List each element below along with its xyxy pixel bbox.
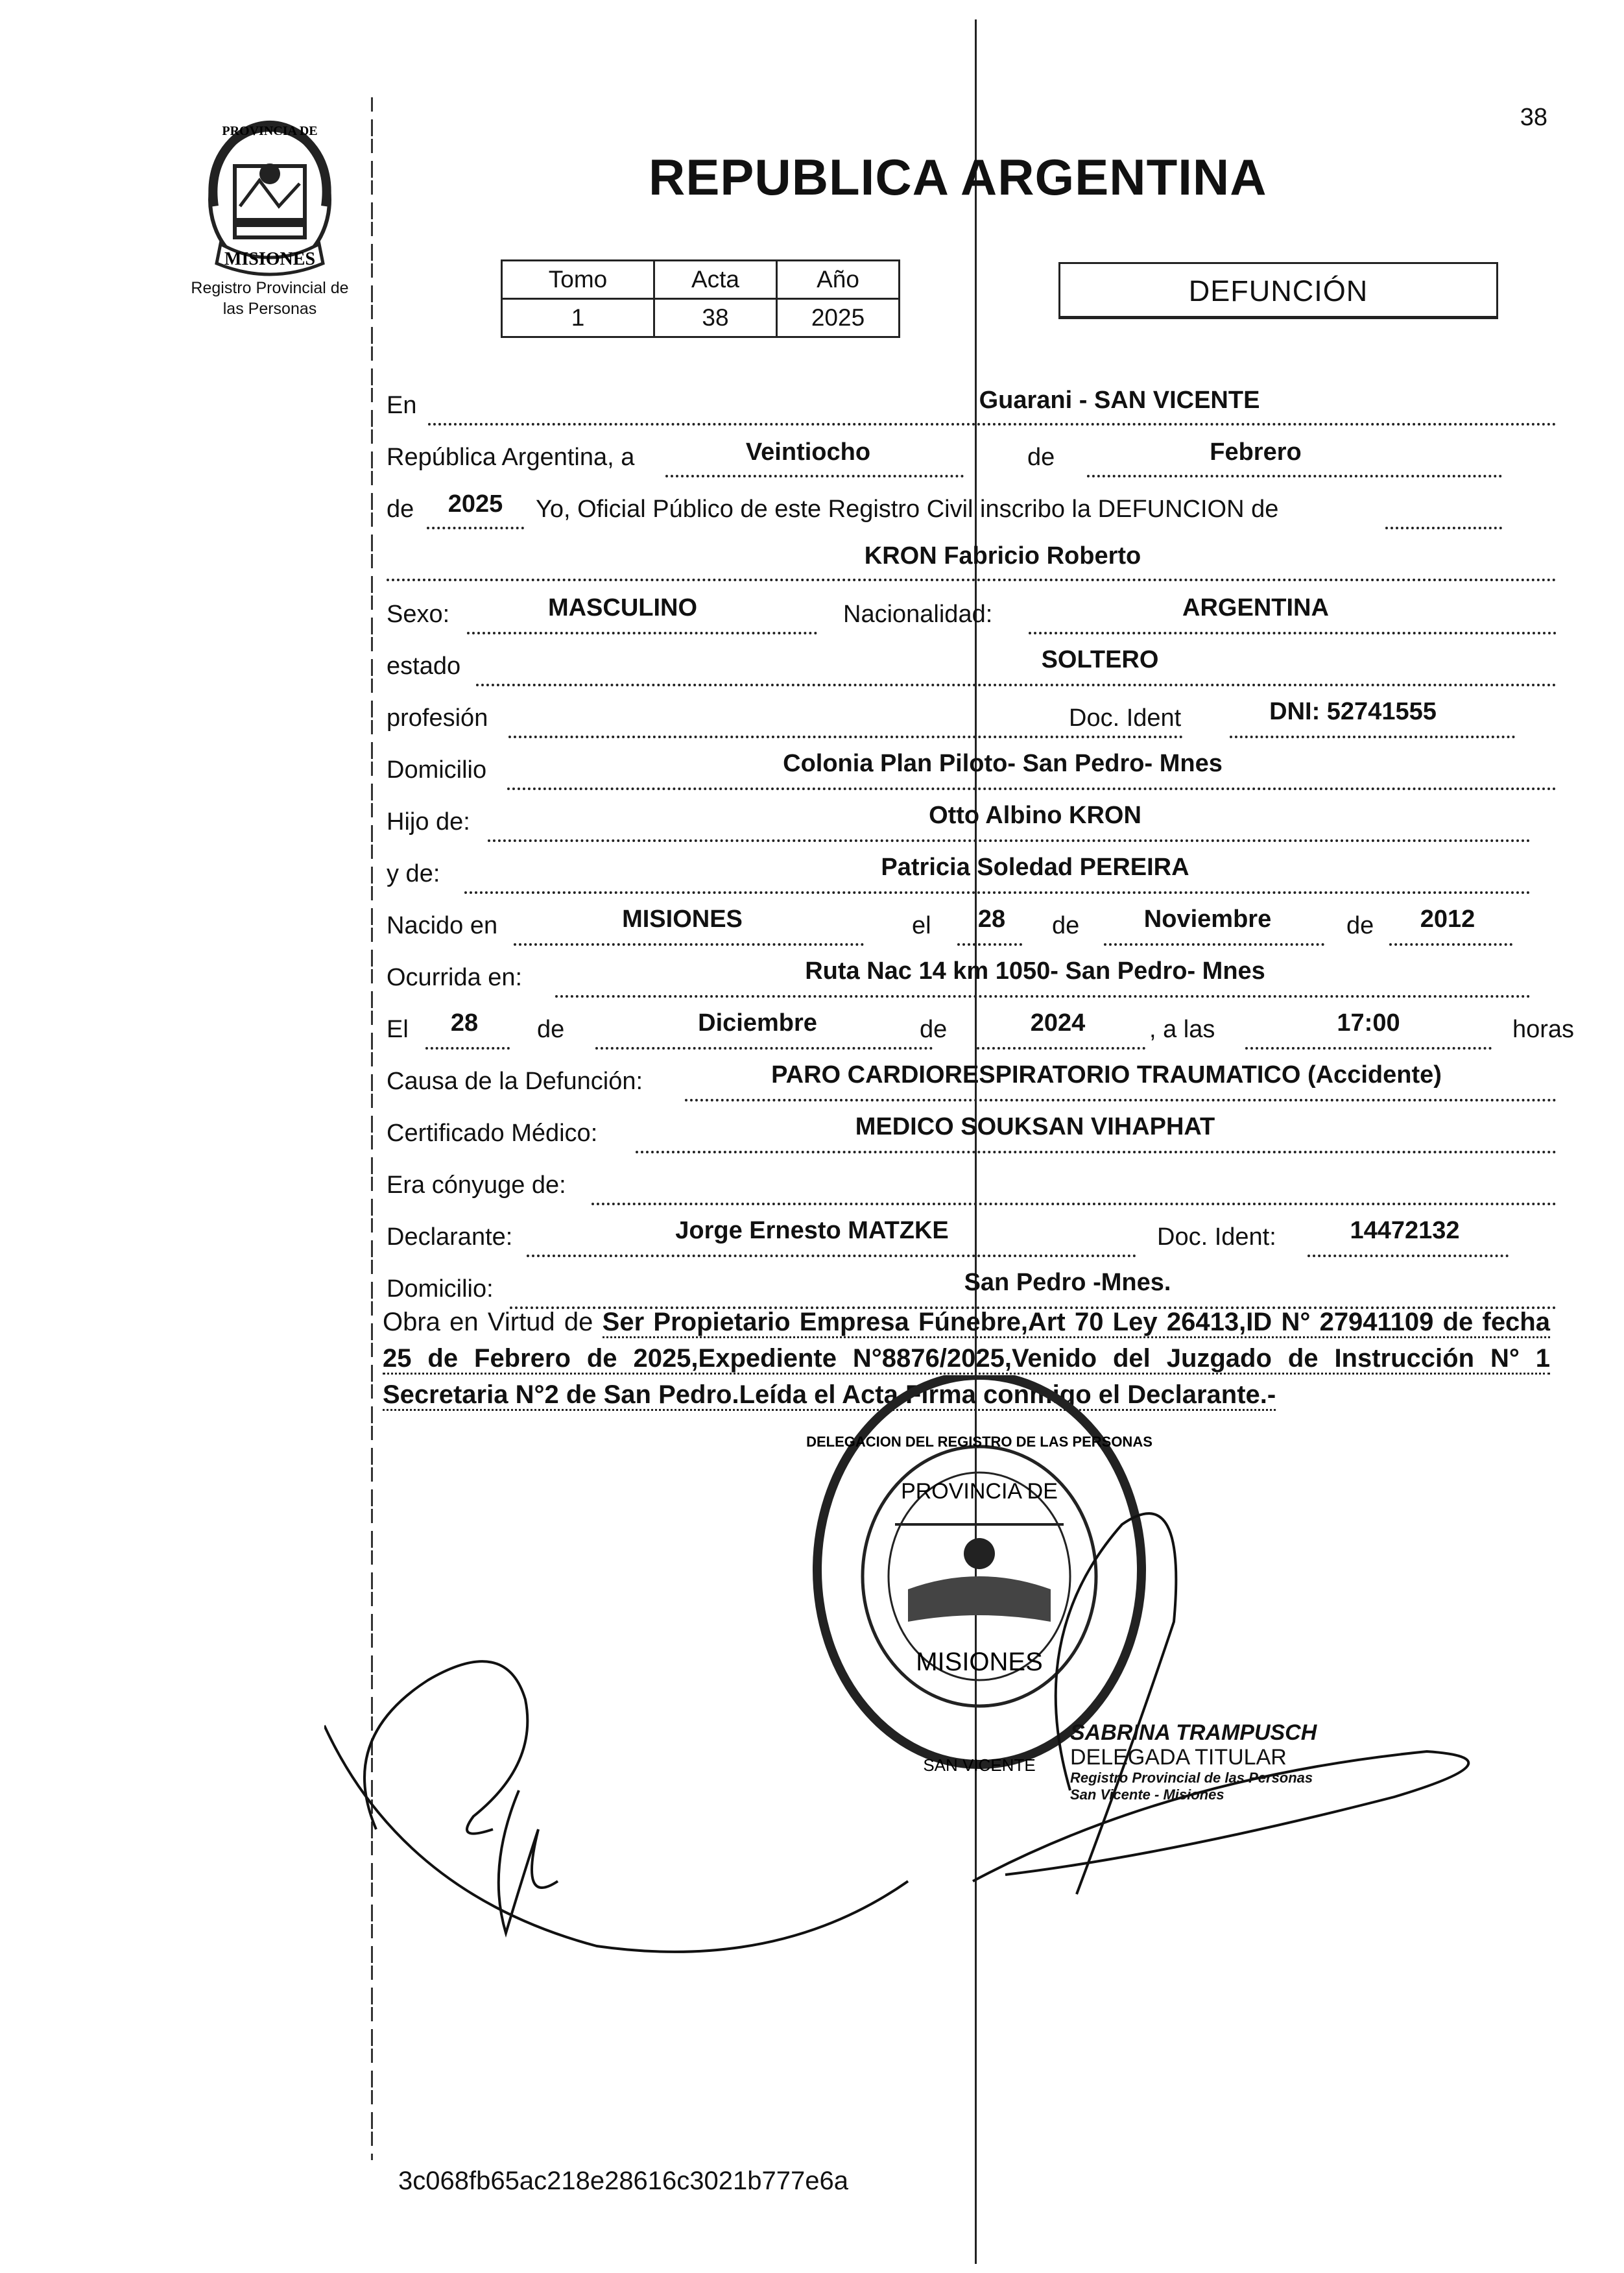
page-title: REPUBLICA ARGENTINA bbox=[649, 149, 1267, 206]
declarante-label: Declarante: bbox=[387, 1223, 513, 1251]
domicilio2-label: Domicilio: bbox=[387, 1275, 494, 1303]
stamp-inner-top: PROVINCIA DE bbox=[901, 1479, 1058, 1504]
inscribo-text: Yo, Oficial Público de este Registro Civil inscribo la DEFUNCION de bbox=[536, 496, 1279, 523]
declarante-value: Jorge Ernesto MATZKE bbox=[675, 1217, 949, 1244]
row-fecha-defuncion bbox=[387, 1007, 1575, 1046]
act-type-box: DEFUNCIÓN bbox=[1058, 262, 1498, 319]
profesion-label: profesión bbox=[387, 704, 488, 732]
estado-label: estado bbox=[387, 653, 461, 680]
death-year: 2024 bbox=[1030, 1009, 1086, 1037]
obra-prefix: Obra en Virtud de bbox=[383, 1308, 593, 1336]
month-text: Febrero bbox=[1210, 439, 1302, 466]
row-domicilio-declarante bbox=[387, 1266, 1557, 1305]
registry-logo bbox=[195, 109, 345, 278]
acta-value: 38 bbox=[654, 299, 777, 337]
registry-name: Registro Provincial de las Personas bbox=[191, 279, 349, 318]
birth-year: 2012 bbox=[1420, 906, 1475, 933]
day-text: Veintiocho bbox=[745, 439, 871, 466]
signer-role: DELEGADA TITULAR bbox=[1070, 1745, 1287, 1770]
anio-header: Año bbox=[777, 261, 900, 299]
row-estado bbox=[387, 643, 1557, 682]
signer-org-2: San Vicente - Misiones bbox=[1070, 1786, 1224, 1803]
estado-value: SOLTERO bbox=[1041, 646, 1159, 673]
stamp-bottom-text: SAN VICENTE bbox=[923, 1755, 1036, 1775]
row-nacido bbox=[387, 903, 1557, 942]
hijo-label: Hijo de: bbox=[387, 808, 470, 836]
row-y-de bbox=[387, 851, 1557, 890]
certificado-label: Certificado Médico: bbox=[387, 1120, 598, 1147]
birth-de2-label: de bbox=[1346, 912, 1374, 939]
signer-org-1: Registro Provincial de las Personas bbox=[1070, 1770, 1313, 1786]
sexo-value: MASCULINO bbox=[547, 594, 698, 621]
domicilio2-value: San Pedro -Mnes. bbox=[964, 1269, 1171, 1296]
row-conyuge bbox=[387, 1162, 1557, 1201]
yde-label: y de: bbox=[387, 860, 440, 887]
doc-value: DNI: 52741555 bbox=[1269, 698, 1437, 725]
row-domicilio bbox=[387, 747, 1557, 786]
tomo-header: Tomo bbox=[502, 261, 654, 299]
official-stamp bbox=[806, 1375, 1152, 1775]
row-deceased-name bbox=[387, 540, 1557, 579]
stamp-inner-bottom: MISIONES bbox=[916, 1648, 1043, 1676]
birth-month: Noviembre bbox=[1143, 906, 1272, 933]
row-en bbox=[387, 384, 1557, 423]
document-hash: 3c068fb65ac218e28616c3021b777e6a bbox=[398, 2167, 849, 2195]
logo-text-bottom: MISIONES bbox=[224, 249, 316, 269]
row-ocurrida bbox=[387, 955, 1557, 994]
alas-label: , a las bbox=[1149, 1016, 1215, 1043]
conyuge-label: Era cónyuge de: bbox=[387, 1172, 566, 1199]
row-certificado bbox=[387, 1111, 1557, 1149]
page-number: 38 bbox=[1520, 104, 1547, 131]
yde-value: Patricia Soledad PEREIRA bbox=[881, 854, 1189, 881]
stamp-and-signatures bbox=[324, 1375, 1557, 1959]
death-month: Diciembre bbox=[698, 1009, 817, 1037]
birth-de1-label: de bbox=[1052, 912, 1080, 939]
deceased-name: KRON Fabricio Roberto bbox=[864, 542, 1141, 570]
nacionalidad-label: Nacionalidad: bbox=[843, 601, 993, 628]
El-label: El bbox=[387, 1016, 409, 1043]
signer-block bbox=[1070, 1720, 1317, 1803]
nacido-label: Nacido en bbox=[387, 912, 498, 939]
hijo-value: Otto Albino KRON bbox=[929, 802, 1141, 829]
row-anio-inscripcion bbox=[387, 488, 1557, 527]
row-fecha-inscripcion bbox=[387, 436, 1557, 475]
ocurrida-value: Ruta Nac 14 km 1050- San Pedro- Mnes bbox=[805, 957, 1265, 985]
domicilio-value: Colonia Plan Piloto- San Pedro- Mnes bbox=[783, 750, 1223, 777]
causa-label: Causa de la Defunción: bbox=[387, 1068, 643, 1095]
register-table bbox=[501, 259, 900, 338]
death-de1-label: de bbox=[537, 1016, 565, 1043]
stamp-outer-text: DELEGACION DEL REGISTRO DE LAS PERSONAS bbox=[806, 1434, 1152, 1450]
row-sexo bbox=[387, 592, 1557, 631]
de-label: de bbox=[1027, 444, 1055, 471]
death-day: 28 bbox=[450, 1009, 479, 1037]
doc2-label: Doc. Ident: bbox=[1157, 1223, 1276, 1251]
birth-day: 28 bbox=[977, 906, 1006, 933]
row-profesion bbox=[387, 695, 1557, 734]
year-text: 2025 bbox=[448, 490, 503, 518]
domicilio-label: Domicilio bbox=[387, 756, 487, 784]
row-causa bbox=[387, 1059, 1557, 1098]
sexo-label: Sexo: bbox=[387, 601, 450, 628]
certificado-value: MEDICO SOUKSAN VIHAPHAT bbox=[855, 1113, 1215, 1140]
nacido-value: MISIONES bbox=[622, 906, 743, 933]
horas-label: horas bbox=[1512, 1016, 1575, 1043]
nacionalidad-value: ARGENTINA bbox=[1182, 594, 1329, 621]
obra-text: Ser Propietario Empresa Fúnebre,Art 70 Ley 26413,ID N° 27941109 de fecha 25 de Febrero de 2025,Expediente N°8876/2025,Venido del Juzgado de Instrucción N° 1 Secretaria N°2 de San Pedro.Leída el Acta Firma conmigo el Declarante.- bbox=[383, 1308, 1550, 1411]
doc-label: Doc. Ident bbox=[1069, 704, 1182, 732]
en-label: En bbox=[387, 392, 417, 419]
en-value: Guarani - SAN VICENTE bbox=[979, 387, 1260, 414]
death-time: 17:00 bbox=[1337, 1009, 1400, 1037]
el-label: el bbox=[912, 912, 931, 939]
signer-name: SABRINA TRAMPUSCH bbox=[1070, 1720, 1317, 1745]
row-hijo-de bbox=[387, 799, 1557, 838]
de2-label: de bbox=[387, 496, 414, 523]
tomo-value: 1 bbox=[502, 299, 654, 337]
anio-value: 2025 bbox=[777, 299, 900, 337]
ocurrida-label: Ocurrida en: bbox=[387, 964, 523, 991]
logo-text-top: PROVINCIA DE bbox=[222, 124, 318, 138]
causa-value: PARO CARDIORESPIRATORIO TRAUMATICO (Accidente) bbox=[771, 1061, 1442, 1088]
republica-label: República Argentina, a bbox=[387, 444, 635, 471]
row-declarante bbox=[387, 1214, 1557, 1253]
death-de2-label: de bbox=[920, 1016, 948, 1043]
acta-header: Acta bbox=[654, 261, 777, 299]
doc2-value: 14472132 bbox=[1350, 1217, 1460, 1244]
